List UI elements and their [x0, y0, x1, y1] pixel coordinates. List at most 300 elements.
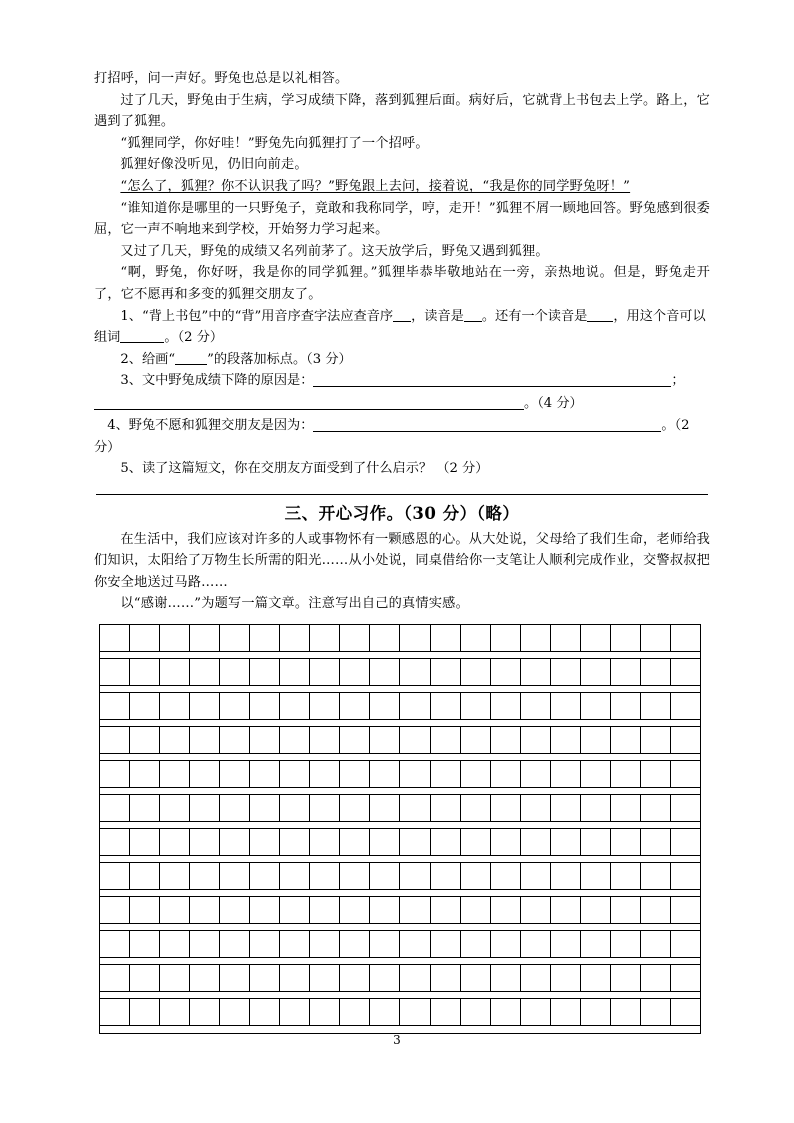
passage-line: 狐狸好像没听见，仍旧向前走。 [120, 157, 308, 173]
composition-grid-cell[interactable] [310, 931, 340, 958]
composition-grid-cell[interactable] [431, 625, 461, 652]
composition-grid-cell[interactable] [340, 795, 370, 822]
composition-grid-cell[interactable] [611, 829, 641, 856]
composition-grid-cell[interactable] [220, 897, 250, 924]
passage-line-underlined [94, 176, 710, 198]
composition-grid-cell[interactable] [431, 897, 461, 924]
reading-passage [94, 68, 710, 306]
question-list [94, 306, 710, 495]
composition-grid-cell[interactable] [581, 727, 611, 754]
composition-grid-cell[interactable] [461, 761, 491, 788]
composition-grid-cell[interactable] [581, 659, 611, 686]
composition-grid-cell[interactable] [310, 999, 340, 1026]
composition-grid-gap [100, 958, 700, 965]
composition-grid-cell[interactable] [340, 693, 370, 720]
composition-grid-cell[interactable] [431, 693, 461, 720]
question-2-number: 2、 [120, 351, 142, 367]
composition-grid-cell[interactable] [521, 829, 551, 856]
composition-grid-cell[interactable] [310, 897, 340, 924]
composition-grid-cell[interactable] [280, 795, 310, 822]
composition-grid-cell[interactable] [370, 965, 400, 992]
composition-grid-cell[interactable] [130, 625, 160, 652]
composition-grid-cell[interactable] [250, 999, 280, 1026]
composition-grid-cell[interactable] [220, 727, 250, 754]
composition-grid-row[interactable] [100, 999, 700, 1026]
composition-grid-cell[interactable] [431, 863, 461, 890]
composition-grid-cell[interactable] [491, 931, 521, 958]
composition-grid-cell[interactable] [190, 829, 220, 856]
composition-grid-row[interactable] [100, 829, 700, 856]
composition-grid-cell[interactable] [400, 829, 430, 856]
composition-grid-cell[interactable] [280, 999, 310, 1026]
composition-grid-cell[interactable] [190, 999, 220, 1026]
composition-grid-cell[interactable] [551, 659, 581, 686]
composition-grid-cell[interactable] [220, 863, 250, 890]
question-3 [94, 370, 710, 392]
composition-grid-cell[interactable] [461, 659, 491, 686]
composition-grid-cell[interactable] [641, 727, 671, 754]
composition-grid-gap [100, 754, 700, 761]
question-5-answer-line[interactable] [96, 494, 708, 495]
composition-grid-cell[interactable] [100, 863, 130, 890]
composition-grid-cell[interactable] [671, 999, 700, 1026]
composition-grid-cell[interactable] [611, 965, 641, 992]
composition-grid-row[interactable] [100, 897, 700, 924]
composition-grid-cell[interactable] [521, 693, 551, 720]
composition-grid-cell[interactable] [280, 863, 310, 890]
composition-grid-cell[interactable] [340, 999, 370, 1026]
composition-grid-cell[interactable] [130, 965, 160, 992]
composition-grid-cell[interactable] [461, 863, 491, 890]
composition-grid-cell[interactable] [340, 625, 370, 652]
question-1-blank-reading-1[interactable] [464, 321, 482, 322]
composition-grid-cell[interactable] [370, 795, 400, 822]
composition-grid-cell[interactable] [671, 727, 700, 754]
composition-grid-cell[interactable] [100, 931, 130, 958]
composition-grid-row[interactable] [100, 795, 700, 822]
composition-grid-cell[interactable] [340, 897, 370, 924]
composition-grid-cell[interactable] [100, 727, 130, 754]
composition-grid-cell[interactable] [190, 693, 220, 720]
question-1-blank-word[interactable] [120, 342, 164, 343]
composition-grid-cell[interactable] [491, 761, 521, 788]
composition-grid-cell[interactable] [671, 625, 700, 652]
composition-grid-cell[interactable] [461, 999, 491, 1026]
composition-grid-cell[interactable] [280, 625, 310, 652]
composition-grid-cell[interactable] [130, 863, 160, 890]
composition-grid-row[interactable] [100, 761, 700, 788]
composition-grid-cell[interactable] [581, 863, 611, 890]
composition-grid-cell[interactable] [220, 693, 250, 720]
composition-grid-cell[interactable] [671, 761, 700, 788]
question-1-text-c: 。还有一个读音是 [481, 308, 588, 324]
composition-grid-cell[interactable] [400, 795, 430, 822]
composition-grid-cell[interactable] [160, 795, 190, 822]
composition-grid-cell[interactable] [641, 659, 671, 686]
question-2-text-a: 给画“ [141, 351, 176, 367]
composition-grid-cell[interactable] [310, 863, 340, 890]
composition-grid-cell[interactable] [611, 727, 641, 754]
question-4-tail: 。（2 分） [94, 417, 690, 455]
composition-grid-cell[interactable] [130, 727, 160, 754]
question-3-answer-line-2[interactable] [94, 409, 524, 410]
composition-grid-gap [100, 992, 700, 999]
composition-grid-cell[interactable] [370, 829, 400, 856]
passage-line: 打招呼，问一声好。野兔也总是以礼相答。 [94, 71, 349, 86]
composition-grid-cell[interactable] [160, 659, 190, 686]
composition-grid-cell[interactable] [100, 829, 130, 856]
composition-grid-cell[interactable] [250, 727, 280, 754]
composition-grid-cell[interactable] [370, 863, 400, 890]
composition-grid-cell[interactable] [130, 693, 160, 720]
composition-grid-cell[interactable] [581, 829, 611, 856]
composition-grid-cell[interactable] [400, 693, 430, 720]
composition-section [94, 501, 710, 1034]
composition-grid-cell[interactable] [310, 965, 340, 992]
composition-grid-cell[interactable] [400, 625, 430, 652]
composition-grid-row[interactable] [100, 931, 700, 958]
composition-grid-cell[interactable] [160, 931, 190, 958]
composition-grid-cell[interactable] [220, 999, 250, 1026]
composition-grid-cell[interactable] [431, 999, 461, 1026]
composition-grid-cell[interactable] [521, 795, 551, 822]
composition-grid-cell[interactable] [641, 863, 671, 890]
composition-grid-cell[interactable] [400, 863, 430, 890]
composition-grid-cell[interactable] [310, 693, 340, 720]
composition-grid-row[interactable] [100, 863, 700, 890]
composition-grid-row[interactable] [100, 727, 700, 754]
composition-grid-cell[interactable] [190, 965, 220, 992]
question-4-number: 4、 [107, 417, 129, 433]
composition-grid-cell[interactable] [280, 761, 310, 788]
composition-grid-cell[interactable] [130, 999, 160, 1026]
composition-grid-cell[interactable] [671, 829, 700, 856]
composition-grid-cell[interactable] [100, 659, 130, 686]
composition-grid-cell[interactable] [280, 659, 310, 686]
composition-grid-cell[interactable] [491, 999, 521, 1026]
composition-grid-cell[interactable] [611, 897, 641, 924]
composition-grid-cell[interactable] [581, 897, 611, 924]
composition-grid-cell[interactable] [100, 625, 130, 652]
composition-grid-cell[interactable] [521, 727, 551, 754]
composition-grid-cell[interactable] [461, 965, 491, 992]
composition-grid-cell[interactable] [521, 999, 551, 1026]
composition-grid-cell[interactable] [611, 625, 641, 652]
page-number: 3 [393, 1033, 401, 1047]
composition-grid-cell[interactable] [431, 931, 461, 958]
composition-grid-cell[interactable] [551, 761, 581, 788]
composition-grid-cell[interactable] [160, 999, 190, 1026]
composition-grid-cell[interactable] [190, 659, 220, 686]
composition-grid-cell[interactable] [370, 659, 400, 686]
composition-grid-cell[interactable] [521, 931, 551, 958]
composition-grid-gap [100, 890, 700, 897]
composition-grid-cell[interactable] [671, 795, 700, 822]
composition-grid-cell[interactable] [310, 659, 340, 686]
composition-grid-cell[interactable] [461, 693, 491, 720]
composition-grid-cell[interactable] [611, 693, 641, 720]
question-3-answer-line-1[interactable] [313, 386, 671, 387]
question-3-tail-b: 。（4 分） [524, 395, 583, 411]
composition-grid-cell[interactable] [521, 897, 551, 924]
composition-grid-cell[interactable] [250, 965, 280, 992]
composition-grid-cell[interactable] [400, 999, 430, 1026]
composition-grid-cell[interactable] [581, 693, 611, 720]
composition-grid-cell[interactable] [250, 795, 280, 822]
composition-grid-cell[interactable] [190, 795, 220, 822]
composition-grid-cell[interactable] [310, 761, 340, 788]
composition-grid-cell[interactable] [491, 795, 521, 822]
composition-grid-cell[interactable] [551, 999, 581, 1026]
composition-grid-cell[interactable] [370, 693, 400, 720]
composition-grid-cell[interactable] [521, 761, 551, 788]
composition-grid-cell[interactable] [461, 625, 491, 652]
composition-grid-cell[interactable] [250, 829, 280, 856]
composition-grid-cell[interactable] [431, 659, 461, 686]
composition-grid-cell[interactable] [551, 693, 581, 720]
composition-grid-row[interactable] [100, 625, 700, 652]
composition-grid-cell[interactable] [250, 897, 280, 924]
composition-grid-cell[interactable] [190, 863, 220, 890]
composition-grid-gap [100, 924, 700, 931]
composition-grid-cell[interactable] [100, 693, 130, 720]
composition-grid-gap [100, 1026, 700, 1033]
composition-grid-cell[interactable] [340, 829, 370, 856]
composition-grid-cell[interactable] [581, 625, 611, 652]
composition-grid-cell[interactable] [641, 897, 671, 924]
composition-grid-cell[interactable] [641, 999, 671, 1026]
composition-grid-cell[interactable] [671, 863, 700, 890]
composition-grid-cell[interactable] [491, 727, 521, 754]
composition-grid-cell[interactable] [431, 965, 461, 992]
composition-grid-cell[interactable] [581, 965, 611, 992]
composition-grid-cell[interactable] [611, 795, 641, 822]
composition-grid-cell[interactable] [130, 795, 160, 822]
composition-grid-cell[interactable] [220, 625, 250, 652]
composition-grid-cell[interactable] [671, 931, 700, 958]
passage-line: “谁知道你是哪里的一只野兔子，竟敢和我称同学，哼，走开！”狐狸不屑一顾地回答。野兔感到很委屈，它一声不响地来到学校，开始努力学习起来。 [94, 200, 710, 238]
composition-grid-cell[interactable] [641, 795, 671, 822]
composition-grid-cell[interactable] [581, 795, 611, 822]
composition-grid-cell[interactable] [551, 897, 581, 924]
composition-grid-cell[interactable] [100, 965, 130, 992]
composition-grid-cell[interactable] [400, 965, 430, 992]
composition-grid-cell[interactable] [461, 931, 491, 958]
composition-grid-cell[interactable] [100, 897, 130, 924]
composition-grid-cell[interactable] [521, 625, 551, 652]
composition-grid-row[interactable] [100, 659, 700, 686]
composition-grid-cell[interactable] [250, 659, 280, 686]
composition-grid-cell[interactable] [250, 761, 280, 788]
composition-grid-cell[interactable] [641, 965, 671, 992]
composition-grid-cell[interactable] [641, 625, 671, 652]
composition-grid-cell[interactable] [100, 761, 130, 788]
composition-grid-cell[interactable] [310, 829, 340, 856]
composition-grid-cell[interactable] [130, 829, 160, 856]
question-1-blank-reading-2[interactable] [587, 321, 613, 322]
composition-grid-cell[interactable] [250, 693, 280, 720]
composition-grid-cell[interactable] [400, 931, 430, 958]
composition-grid-cell[interactable] [521, 659, 551, 686]
composition-grid-cell[interactable] [160, 829, 190, 856]
composition-grid-cell[interactable] [340, 761, 370, 788]
composition-grid-cell[interactable] [190, 761, 220, 788]
composition-grid-cell[interactable] [611, 931, 641, 958]
composition-grid-cell[interactable] [160, 897, 190, 924]
composition-grid-cell[interactable] [491, 965, 521, 992]
composition-grid-cell[interactable] [340, 931, 370, 958]
question-1 [94, 306, 710, 349]
composition-prompt-line: 以“感谢……”为题写一篇文章。注意写出自己的真情实感。 [120, 596, 469, 612]
composition-grid-cell[interactable] [250, 931, 280, 958]
composition-grid-cell[interactable] [340, 659, 370, 686]
composition-grid-cell[interactable] [400, 897, 430, 924]
composition-grid-cell[interactable] [130, 761, 160, 788]
question-4 [94, 415, 710, 458]
composition-grid-cell[interactable] [190, 931, 220, 958]
composition-grid-cell[interactable] [461, 897, 491, 924]
question-4-answer-line[interactable] [313, 431, 661, 432]
composition-heading: 三、开心习作。（30 分）（略） [284, 503, 520, 523]
composition-grid-cell[interactable] [400, 727, 430, 754]
composition-grid-cell[interactable] [220, 965, 250, 992]
composition-grid-cell[interactable] [370, 727, 400, 754]
composition-grid-cell[interactable] [250, 863, 280, 890]
composition-grid-cell[interactable] [310, 625, 340, 652]
composition-grid-cell[interactable] [280, 965, 310, 992]
composition-grid-cell[interactable] [671, 965, 700, 992]
composition-grid-cell[interactable] [551, 965, 581, 992]
question-5-label: 读了这篇短文，你在交朋友方面受到了什么启示？ （2 分） [141, 461, 489, 477]
composition-grid-cell[interactable] [461, 829, 491, 856]
composition-grid-cell[interactable] [370, 931, 400, 958]
composition-grid-cell[interactable] [611, 761, 641, 788]
composition-grid-cell[interactable] [220, 931, 250, 958]
composition-grid-cell[interactable] [551, 931, 581, 958]
composition-grid-cell[interactable] [340, 863, 370, 890]
composition-grid-cell[interactable] [130, 659, 160, 686]
composition-grid-cell[interactable] [431, 727, 461, 754]
composition-grid-row[interactable] [100, 693, 700, 720]
composition-grid-cell[interactable] [160, 761, 190, 788]
composition-grid-cell[interactable] [220, 761, 250, 788]
composition-grid-cell[interactable] [100, 795, 130, 822]
composition-grid-cell[interactable] [340, 965, 370, 992]
question-3-number: 3、 [120, 373, 142, 389]
composition-grid[interactable] [99, 624, 701, 1034]
composition-grid-cell[interactable] [160, 727, 190, 754]
composition-grid-gap [100, 652, 700, 659]
composition-grid-cell[interactable] [491, 693, 521, 720]
composition-grid-cell[interactable] [581, 999, 611, 1026]
composition-grid-cell[interactable] [491, 863, 521, 890]
composition-grid-cell[interactable] [671, 659, 700, 686]
composition-grid-cell[interactable] [551, 625, 581, 652]
composition-grid-cell[interactable] [431, 761, 461, 788]
composition-grid-cell[interactable] [190, 727, 220, 754]
composition-grid-cell[interactable] [160, 625, 190, 652]
composition-grid-cell[interactable] [521, 965, 551, 992]
composition-grid-cell[interactable] [551, 863, 581, 890]
composition-grid-cell[interactable] [400, 659, 430, 686]
composition-grid-cell[interactable] [220, 659, 250, 686]
composition-grid-cell[interactable] [641, 693, 671, 720]
composition-grid-cell[interactable] [160, 965, 190, 992]
composition-grid-cell[interactable] [611, 863, 641, 890]
question-1-blank-pinyin-initial[interactable] [393, 321, 411, 322]
passage-line: 过了几天，野兔由于生病，学习成绩下降，落到狐狸后面。病好后，它就背上书包去上学。路上，它遇到了狐狸。 [94, 92, 710, 130]
composition-grid-cell[interactable] [400, 761, 430, 788]
composition-grid-cell[interactable] [461, 727, 491, 754]
passage-line: “狐狸同学，你好哇！”野兔先向狐狸打了一个招呼。 [120, 135, 429, 151]
question-2-blank-marker [175, 364, 207, 365]
composition-grid-cell[interactable] [340, 727, 370, 754]
composition-grid-cell[interactable] [551, 727, 581, 754]
composition-grid-cell[interactable] [551, 829, 581, 856]
composition-grid-cell[interactable] [190, 897, 220, 924]
composition-grid-cell[interactable] [250, 625, 280, 652]
composition-grid-gap [100, 788, 700, 795]
composition-grid-cell[interactable] [641, 829, 671, 856]
question-3-label: 文中野兔成绩下降的原因是： [141, 373, 314, 389]
composition-grid-gap [100, 720, 700, 727]
composition-grid-cell[interactable] [220, 829, 250, 856]
composition-grid-row[interactable] [100, 965, 700, 992]
composition-grid-cell[interactable] [370, 625, 400, 652]
composition-grid-cell[interactable] [280, 693, 310, 720]
question-1-text-d: ，用这个音可以组词 [94, 308, 706, 346]
composition-grid-cell[interactable] [461, 795, 491, 822]
composition-grid-cell[interactable] [521, 863, 551, 890]
composition-grid-cell[interactable] [581, 761, 611, 788]
composition-grid-cell[interactable] [160, 863, 190, 890]
composition-grid-cell[interactable] [130, 897, 160, 924]
composition-grid-cell[interactable] [491, 829, 521, 856]
composition-grid-cell[interactable] [370, 999, 400, 1026]
composition-grid-cell[interactable] [431, 795, 461, 822]
composition-grid-cell[interactable] [641, 761, 671, 788]
composition-grid-gap [100, 686, 700, 693]
composition-grid-cell[interactable] [491, 897, 521, 924]
composition-grid-cell[interactable] [431, 829, 461, 856]
composition-grid-cell[interactable] [581, 931, 611, 958]
question-2 [94, 349, 710, 371]
composition-grid-cell[interactable] [641, 931, 671, 958]
composition-grid-cell[interactable] [491, 625, 521, 652]
composition-grid-cell[interactable] [551, 795, 581, 822]
composition-grid-cell[interactable] [160, 693, 190, 720]
composition-grid-cell[interactable] [370, 897, 400, 924]
composition-grid-cell[interactable] [100, 999, 130, 1026]
composition-grid-cell[interactable] [280, 931, 310, 958]
composition-grid-cell[interactable] [671, 693, 700, 720]
composition-grid-cell[interactable] [370, 761, 400, 788]
composition-grid-cell[interactable] [611, 999, 641, 1026]
question-4-label: 野兔不愿和狐狸交朋友是因为： [128, 417, 314, 433]
composition-grid-cell[interactable] [280, 727, 310, 754]
composition-grid-cell[interactable] [190, 625, 220, 652]
composition-grid-cell[interactable] [280, 829, 310, 856]
composition-grid-cell[interactable] [220, 795, 250, 822]
composition-grid-cell[interactable] [310, 795, 340, 822]
composition-grid-cell[interactable] [280, 897, 310, 924]
composition-grid-cell[interactable] [130, 931, 160, 958]
composition-prompt-line: 在生活中，我们应该对许多的人或事物怀有一颗感恩的心。从大处说，父母给了我们生命，老师给我们知识，太阳给了万物生长所需的阳光……从小处说，同桌借给你一支笔让人顺利完成作业，交警叔叔把你安全地送过马路…… [94, 531, 710, 590]
composition-grid-cell[interactable] [491, 659, 521, 686]
composition-grid-cell[interactable] [611, 659, 641, 686]
composition-grid-cell[interactable] [671, 897, 700, 924]
composition-grid-cell[interactable] [310, 727, 340, 754]
